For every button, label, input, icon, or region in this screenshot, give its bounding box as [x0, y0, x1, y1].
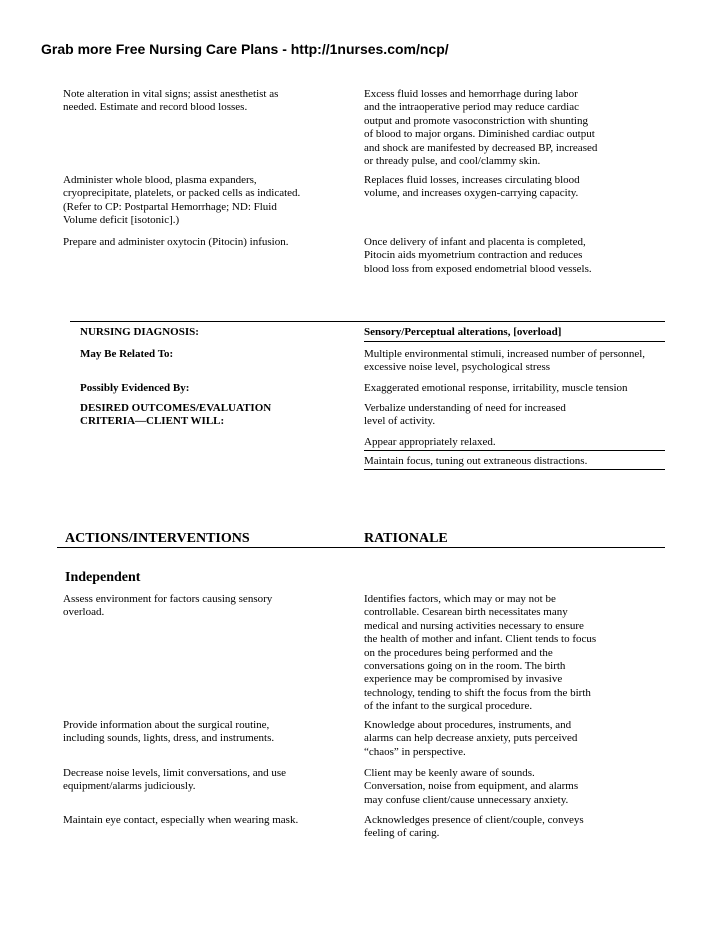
rationale-text [364, 767, 578, 807]
text-line: output and promote vasoconstriction with shunting [364, 114, 588, 127]
text-line: Multiple environmental stimuli, increased number of personnel, [364, 348, 646, 360]
text-line: medical and nursing activities necessary to ensure [364, 619, 584, 632]
text-line: volume, and increases oxygen-carrying capacity. [364, 187, 579, 200]
text-line: on the procedures being performed and the [364, 646, 553, 659]
text-line: cryoprecipitate, platelets, or packed cells as indicated. [63, 187, 301, 200]
text-line: Replaces fluid losses, increases circulating blood [364, 174, 580, 186]
text-line: of blood to major organs. Diminished cardiac output [364, 128, 595, 141]
text-line: Prepare and administer oxytocin (Pitocin) infusion. [63, 236, 289, 248]
action-text [63, 814, 298, 827]
text-line: equipment/alarms judiciously. [63, 780, 196, 793]
text-line: Verbalize understanding of need for increased [364, 402, 566, 414]
outcome-item: Appear appropriately relaxed. [364, 436, 496, 448]
text-line: the health of mother and infant. Client tends to focus [364, 633, 597, 646]
nursing-diagnosis-label: NURSING DIAGNOSIS: [80, 326, 199, 338]
text-line: Volume deficit [isotonic].) [63, 214, 180, 227]
rationale-text [364, 88, 597, 168]
action-text [63, 767, 286, 794]
diagnosis-top-rule [70, 321, 665, 322]
desired-outcomes-label [80, 402, 271, 429]
text-line: Provide information about the surgical routine, [63, 719, 270, 731]
rationale-text [364, 814, 584, 841]
outcome-item: Maintain focus, tuning out extraneous distractions. [364, 455, 588, 467]
text-line: Excess fluid losses and hemorrhage during labor [364, 88, 578, 100]
text-line: of the infant to the surgical procedure. [364, 700, 533, 713]
text-line: Client may be keenly aware of sounds. [364, 767, 535, 779]
diagnosis-divider [364, 341, 665, 342]
text-line: feeling of caring. [364, 827, 440, 840]
text-line: Acknowledges presence of client/couple, conveys [364, 814, 584, 826]
action-text [63, 593, 272, 620]
rationale-text [364, 236, 592, 276]
independent-label: Independent [65, 570, 141, 585]
action-text [63, 719, 274, 746]
text-line: experience may be compromised by invasive [364, 673, 563, 686]
action-text [63, 88, 278, 115]
table-head-rule [57, 547, 665, 548]
text-line: (Refer to CP: Postpartal Hemorrhage; ND: Fluid [63, 200, 277, 213]
text-line: Assess environment for factors causing sensory [63, 593, 273, 605]
text-line: Once delivery of infant and placenta is completed, [364, 236, 586, 248]
text-line: Maintain eye contact, especially when wearing mask. [63, 814, 299, 826]
text-line: including sounds, lights, dress, and instruments. [63, 732, 275, 745]
related-to-label: May Be Related To: [80, 348, 174, 360]
text-line: needed. Estimate and record blood losses. [63, 101, 248, 114]
desired-outcomes-value [364, 402, 566, 429]
text-line: blood loss from exposed endometrial blood vessels. [364, 262, 592, 275]
rationale-text [364, 719, 577, 759]
text-line: Decrease noise levels, limit conversations, and use [63, 767, 286, 779]
text-line: excessive noise level, psychological stress [364, 361, 551, 374]
text-line: Conversation, noise from equipment, and alarms [364, 780, 579, 793]
diagnosis-bottom-rule [364, 469, 665, 470]
page-header: Grab more Free Nursing Care Plans - http://1nurses.com/ncp/ [41, 41, 449, 57]
text-line: controllable. Cesarean birth necessitates many [364, 606, 568, 619]
text-line: CRITERIA—CLIENT WILL: [80, 415, 225, 428]
outcome-divider [364, 450, 665, 451]
text-line: technology, tending to shift the focus from the birth [364, 686, 591, 699]
text-line: and the intraoperative period may reduce cardiac [364, 101, 579, 114]
text-line: conversations going on in the room. The birth [364, 660, 566, 673]
nursing-diagnosis-value: Sensory/Perceptual alterations, [overload] [364, 326, 562, 338]
text-line: alarms can help decrease anxiety, puts perceived [364, 732, 578, 745]
text-line: may confuse client/cause unnecessary anxiety. [364, 793, 569, 806]
text-line: Pitocin aids myometrium contraction and reduces [364, 249, 583, 262]
text-line: Note alteration in vital signs; assist anesthetist as [63, 88, 279, 100]
text-line: DESIRED OUTCOMES/EVALUATION [80, 402, 272, 414]
actions-heading: ACTIONS/INTERVENTIONS [65, 531, 250, 546]
evidenced-by-label: Possibly Evidenced By: [80, 382, 190, 394]
action-text [63, 174, 300, 228]
action-text [63, 236, 288, 249]
related-to-value [364, 348, 645, 375]
text-line: and shock are manifested by decreased BP, increased [364, 141, 598, 154]
rationale-text [364, 174, 580, 201]
text-line: Knowledge about procedures, instruments, and [364, 719, 572, 731]
text-line: level of activity. [364, 415, 436, 428]
rationale-text [364, 593, 596, 714]
evidenced-by-value: Exaggerated emotional response, irritability, muscle tension [364, 382, 628, 394]
text-line: overload. [63, 606, 105, 619]
text-line: Identifies factors, which may or may not be [364, 593, 556, 605]
rationale-heading: RATIONALE [364, 531, 448, 546]
text-line: or thready pulse, and cool/clammy skin. [364, 155, 541, 168]
text-line: Administer whole blood, plasma expanders, [63, 174, 257, 186]
text-line: “chaos” in perspective. [364, 745, 466, 758]
